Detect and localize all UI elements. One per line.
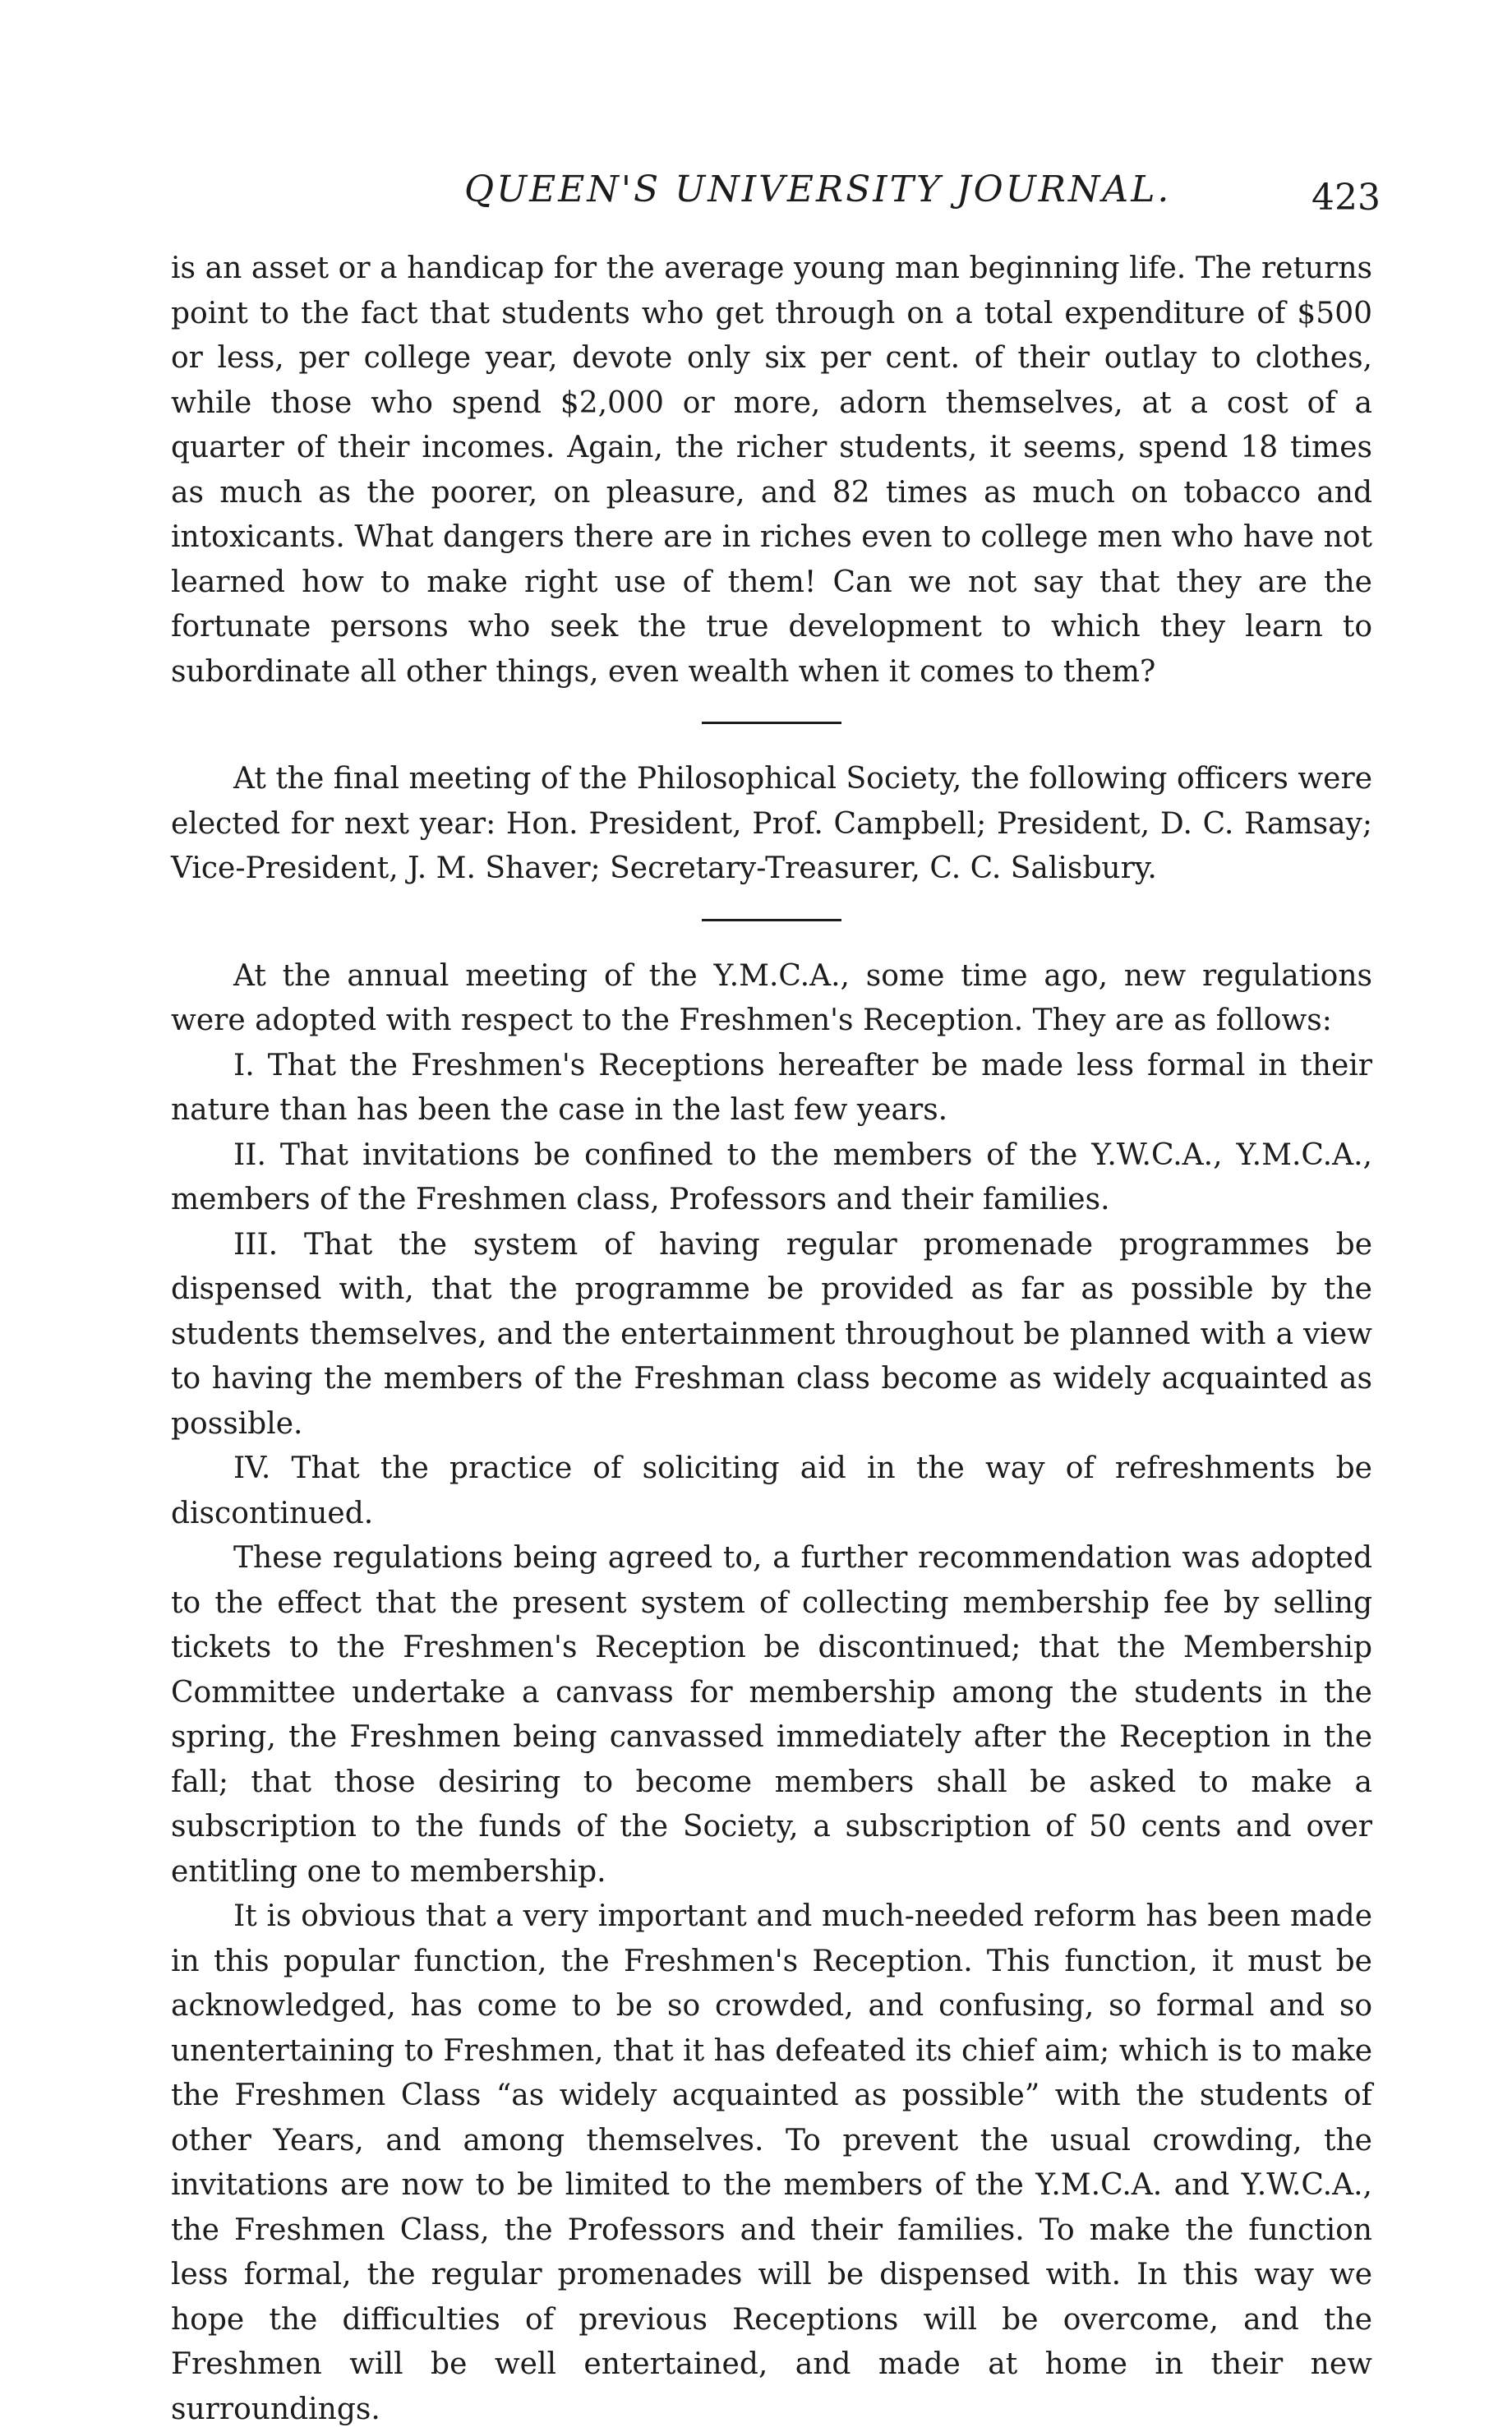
paragraph-student-expenditure: is an asset or a handicap for the average young man beginning life. The returns point to the fact that students who get through on a total expenditure of $500 or less, per college year, devote only six per cent. of their outlay to clothes, while those who spend $2,000 or more, adorn themselves, at a cost of a quarter of their incomes. Again, the richer students, it seems, spend 18 times as much as the poorer, on pleasure, and 82 times as much on tobacco and intoxicants. What dangers there are in riches even to college men who have not learned how to make right use of them! Can we not say that they are the fortunate persons who seek the true development to which they learn to subordinate all other things, even wealth when it comes to them? [171,252,1372,689]
regulation-4: IV. That the practice of soliciting aid in the way of refreshments be discontinued. [171,1451,1372,1530]
page-number: 423 [1311,177,1381,219]
regulation-3: III. That the system of having regular promenade programmes be dispensed with, that the programme be provided as far as possible by the students themselves, and the entertainment throughout be planned with a view to having the members of the Freshman class become as widely acquainted as possible. [171,1227,1372,1441]
paragraph-philosophical-society: At the final meeting of the Philosophical Society, the following officers were elected for next year: Hon. President, Prof. Campbell; President, D. C. Ramsay; Vice-President, J. M. Shaver; Secretary-Treasurer, C. C. Salisbury. [171,762,1372,885]
paragraph-recommendation: These regulations being agreed to, a further recommendation was adopted to the effect that the present system of collecting membership fee by selling tickets to the Freshmen's Reception be discontinued; that the Membership Committee undertake a canvass for membership among the students in the spring, the Freshmen being canvassed immediately after the Reception in the fall; that those desiring to become members shall be asked to make a subscription to the funds of the Society, a subscription of 50 cents and over entitling one to membership. [171,1541,1372,1889]
paragraph-reform-commentary: It is obvious that a very important and much-needed reform has been made in this popular function, the Freshmen's Reception. This function, it must be acknowledged, has come to be so crowded, and confusing, so formal and so unentertaining to Freshmen, that it has defeated its chief aim; which is to make the Freshmen Class “as widely acquainted as possible” with the students of other Years, and among themselves. To prevent the usual crowding, the invitations are now to be limited to the members of the Y.M.C.A. and Y.W.C.A., the Freshmen Class, the Professors and their families. To make the function less formal, the regular promenades will be dispensed with. In this way we hope the difficulties of previous Receptions will be overcome, and the Freshmen will be well entertained, and made at home in their new surroundings. [171,1899,1372,2426]
section-divider [702,919,841,921]
page-header [164,168,1381,226]
section-divider [702,722,841,724]
paragraph-ymca-meeting: At the annual meeting of the Y.M.C.A., some time ago, new regulations were adopted with respect to the Freshmen's Reception. They are as follows: [171,958,1372,1037]
regulation-1: I. That the Freshmen's Receptions hereafter be made less formal in their nature than has been the case in the last few years. [171,1048,1372,1127]
running-title: QUEEN'S UNIVERSITY JOURNAL. [464,168,1172,210]
regulation-2: II. That invitations be confined to the members of the Y.W.C.A., Y.M.C.A., members of the Freshmen class, Professors and their families. [171,1138,1372,1216]
article-body [171,247,1372,2432]
